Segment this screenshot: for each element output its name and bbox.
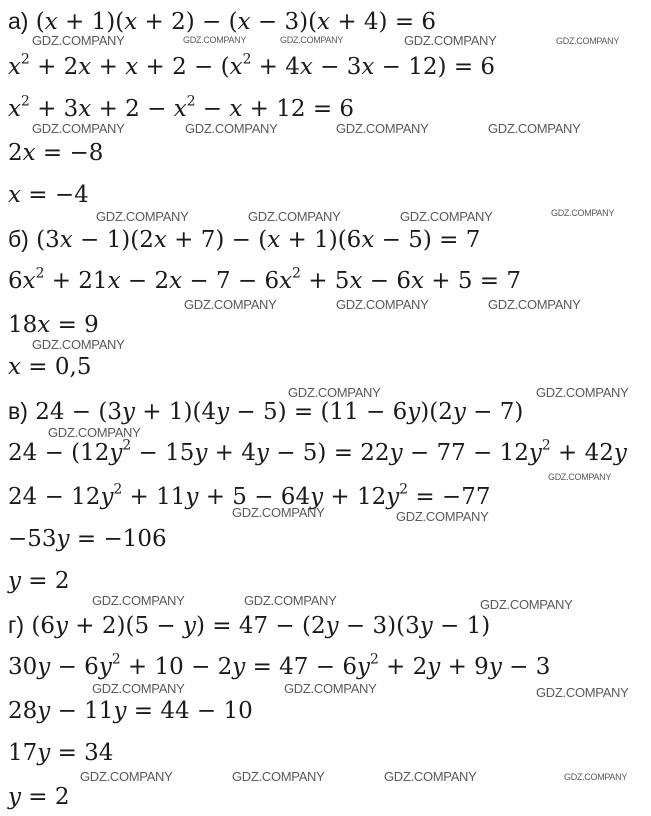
equation-text: 28y − 11y = 44 − 10 [8, 698, 253, 724]
watermark-text: GDZ.COMPANY [288, 385, 381, 400]
equation-text: x = −4 [8, 182, 89, 208]
watermark-text: GDZ.COMPANY [244, 593, 337, 608]
watermark-text: GDZ.COMPANY [32, 33, 125, 48]
equation-line [8, 265, 521, 294]
equation-text: $x^2 + 2x + x + 2 - (x^2 + 4x - 3x - 12) = 6$ [8, 51, 496, 80]
equation-line [8, 226, 480, 253]
equation-text: −53y = −106 [8, 526, 167, 552]
watermark-text: GDZ.COMPANY [96, 209, 189, 224]
watermark-text: GDZ.COMPANY [280, 35, 344, 45]
watermark-text: GDZ.COMPANY [556, 36, 620, 46]
equation-line [8, 651, 551, 680]
watermark-text: GDZ.COMPANY [400, 209, 493, 224]
watermark-text: GDZ.COMPANY [32, 337, 125, 352]
watermark-text: GDZ.COMPANY [80, 769, 173, 784]
equation-line [8, 93, 355, 122]
watermark-text: GDZ.COMPANY [336, 297, 429, 312]
equation-line [8, 140, 103, 166]
equation-line [8, 51, 496, 80]
problem-label: б) [8, 226, 29, 252]
watermark-text: GDZ.COMPANY [232, 769, 325, 784]
watermark-text: GDZ.COMPANY [551, 208, 615, 218]
watermark-text: GDZ.COMPANY [336, 121, 429, 136]
problem-label: г) [8, 612, 25, 638]
watermark-text: GDZ.COMPANY [248, 209, 341, 224]
equation-line [8, 182, 89, 208]
equation-line [8, 526, 167, 552]
equation-text: 2x = −8 [8, 140, 104, 166]
watermark-text: GDZ.COMPANY [183, 35, 247, 45]
equation-text: x = 0,5 [8, 354, 92, 380]
watermark-text: GDZ.COMPANY [32, 121, 125, 136]
equation-line [8, 398, 523, 425]
equation-line [8, 784, 70, 810]
equation-text: (6y + 2)(5 − y) = 47 − (2y − 3)(3y − 1) [31, 613, 491, 639]
watermark-text: GDZ.COMPANY [404, 33, 497, 48]
equation-text: $x^2 + 3x + 2 - x^2 - x + 12 = 6$ [8, 93, 355, 122]
equation-line [8, 8, 436, 35]
equation-line [8, 740, 113, 766]
equation-text: $6x^2 + 21x - 2x - 7 - 6x^2 + 5x - 6x + 5 = 7$ [8, 265, 521, 294]
equation-line [8, 612, 490, 639]
problem-label: а) [8, 8, 29, 34]
problem-label: в) [8, 398, 28, 424]
equation-text: y = 2 [8, 784, 70, 810]
watermark-text: GDZ.COMPANY [184, 297, 277, 312]
watermark-text: GDZ.COMPANY [536, 685, 629, 700]
watermark-text: GDZ.COMPANY [564, 772, 628, 782]
watermark-text: GDZ.COMPANY [284, 681, 377, 696]
equation-line [8, 568, 70, 594]
equation-text: 24 − (3y + 1)(4y − 5) = (11 − 6y)(2y − 7) [35, 399, 524, 425]
watermark-text: GDZ.COMPANY [488, 121, 581, 136]
equation-text: 17y = 34 [8, 740, 114, 766]
equation-line [8, 437, 627, 466]
equation-line [8, 312, 99, 338]
equation-line [8, 698, 253, 724]
watermark-text: GDZ.COMPANY [232, 505, 325, 520]
equation-line [8, 354, 91, 380]
watermark-text: GDZ.COMPANY [536, 385, 629, 400]
watermark-text: GDZ.COMPANY [548, 472, 612, 482]
watermark-text: GDZ.COMPANY [92, 593, 185, 608]
watermark-text: GDZ.COMPANY [48, 425, 141, 440]
equation-text: $30y - 6y^2 + 10 - 2y = 47 - 6y^2 + 2y + 9y - 3$ [8, 651, 551, 680]
watermark-text: GDZ.COMPANY [92, 681, 185, 696]
watermark-text: GDZ.COMPANY [488, 297, 581, 312]
equation-text: (x + 1)(x + 2) − (x − 3)(x + 4) = 6 [35, 9, 437, 35]
equation-text: y = 2 [8, 568, 70, 594]
equation-text: $24 - (12y^2 - 15y + 4y - 5) = 22y - 77 - 12y^2 + 42y$ [8, 437, 627, 466]
equation-text: (3x − 1)(2x + 7) − (x + 1)(6x − 5) = 7 [36, 227, 481, 253]
watermark-text: GDZ.COMPANY [480, 597, 573, 612]
watermark-text: GDZ.COMPANY [396, 509, 489, 524]
watermark-text: GDZ.COMPANY [384, 769, 477, 784]
equation-text: $24 - 12y^2 + 11y + 5 - 64y + 12y^2 = -77$ [8, 481, 491, 510]
equation-text: 18x = 9 [8, 312, 99, 338]
watermark-text: GDZ.COMPANY [185, 121, 278, 136]
